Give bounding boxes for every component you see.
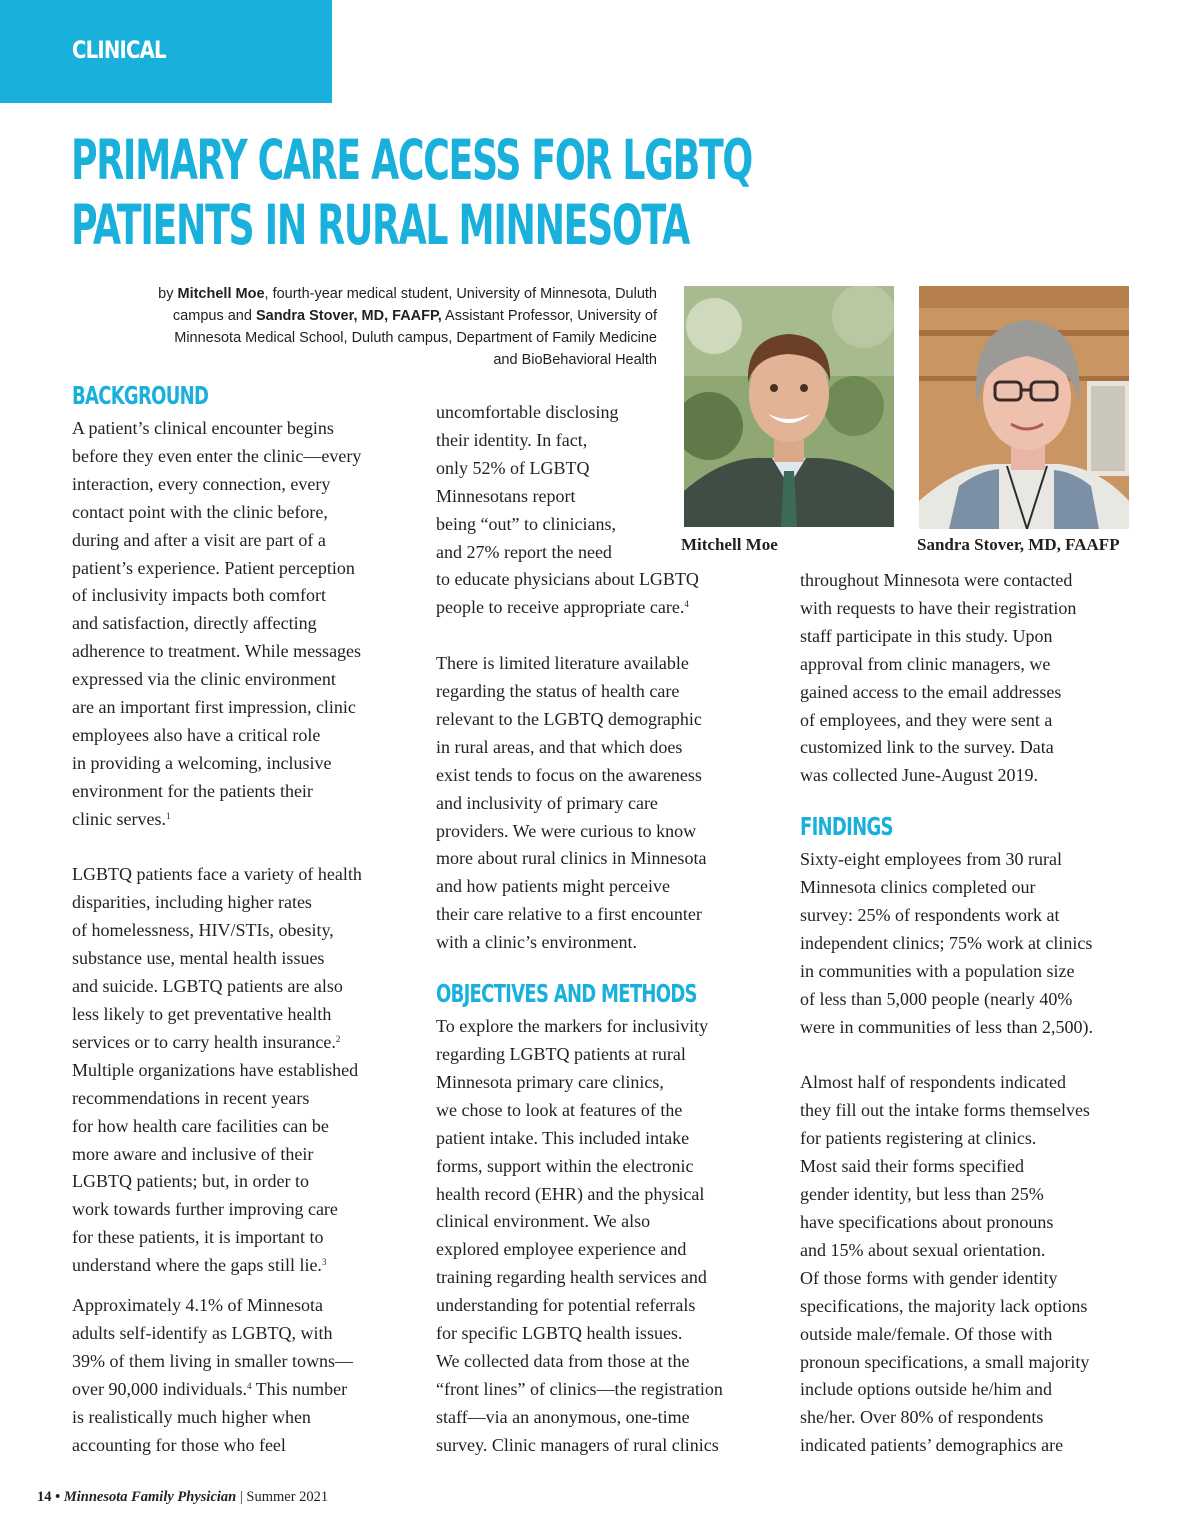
page-footer [37, 1489, 328, 1506]
author-photo-sandra-stover [919, 286, 1129, 529]
byline-prefix: by [158, 286, 178, 302]
reference-number: 4 [246, 1380, 252, 1391]
issue-date: | Summer 2021 [239, 1489, 329, 1505]
section-heading-objectives: OBJECTIVES AND METHODS [436, 979, 697, 1009]
paragraph: throughout Minnesota were contacted with requests to have their registration staff participate in this study. Upon approval from clinic managers, we gained access to the email addresses of employees, and they were sent a customized link to the survey. Data was collected June-August 2019. [800, 570, 1077, 786]
paragraph: Almost half of respondents indicated they fill out the intake forms themselves for patients registering at clinics. Most said their forms specified gender identity, but less than 25% have specifications about pronouns and 15% about sexual orientation. Of those forms with gender identity specifications, the majority lack options outside male/female. Of those with pronoun specifications, a small majority include options outside he/him and she/her. Over 80% of respondents indicated patients’ demographics are [800, 1072, 1090, 1456]
reference-number: 4 [684, 599, 689, 610]
article-title [71, 128, 752, 258]
publication-name: Minnesota Family Physician [63, 1489, 237, 1505]
paragraph: A patient’s clinical encounter begins before they even enter the clinic—every interaction, every connection, every contact point with the clinic before, during and after a visit are part of a patient’s experience. Patient perception of inclusivity impacts both comfort and satisfaction, directly affecting adherence to treatment. While messages expressed via the clinic environment are an important first impression, clinic employees also have a critical role in providing a welcoming, inclusive environment for the patients their clinic serves.$^1$ [72, 418, 362, 829]
section-label: CLINICAL [72, 36, 166, 64]
section-tab [0, 0, 332, 103]
reference-number: 1 [165, 810, 171, 821]
title-line: PRIMARY CARE ACCESS FOR LGBTQ [71, 128, 752, 192]
photo-caption: Mitchell Moe [681, 535, 778, 554]
title-line: PATIENTS IN RURAL MINNESOTA [71, 193, 689, 257]
footer-bullet: • [55, 1489, 61, 1505]
photo-caption: Sandra Stover, MD, FAAFP [917, 535, 1120, 554]
reference-number: 3 [321, 1257, 327, 1268]
author-role: , fourth-year medical student, University of Minnesota, Duluth campus and [172, 286, 657, 324]
text-column-2 [436, 399, 781, 1460]
paragraph: Sixty-eight employees from 30 rural Minnesota clinics completed our survey: 25% of respondents work at independent clinics; 75% work at clinics in communities with a population size of less than 5,000 people (nearly 40% were in communities of less than 2,500). [800, 849, 1093, 1037]
section-heading-findings: FINDINGS [800, 812, 893, 842]
text-column-1 [72, 379, 407, 1460]
section-heading-background: BACKGROUND [72, 381, 209, 410]
author-name: Mitchell Moe [177, 286, 265, 302]
paragraph: LGBTQ patients face a variety of health disparities, including higher rates of homelessness, HIV/STIs, obesity, substance use, mental health issues and suicide. LGBTQ patients are also less likely to get preventative health services or to carry health insurance.$^2$ Multiple organizations have established recommendations in recent years for how health care facilities can be more aware and inclusive of their LGBTQ patients; but, in order to work towards further improving care for these patients, it is important to understand where the gaps still lie.$^3$ [72, 864, 362, 1276]
byline [150, 283, 657, 371]
paragraph: uncomfortable disclosing their identity. In fact, only 52% of LGBTQ Minnesotans report being “out” to clinicians, and 27% report the need to educate physicians about LGBTQ people to receive appropriate care.$^4$ [436, 402, 699, 618]
paragraph: To explore the markers for inclusivity regarding LGBTQ patients at rural Minnesota primary care clinics, we chose to look at features of the patient intake. This included intake forms, support within the electronic health record (EHR) and the physical clinical environment. We also explored employee experience and training regarding health services and understanding for potential referrals for specific LGBTQ health issues. We collected data from those at the “front lines” of clinics—the registration staff—via an anonymous, one-time survey. Clinic managers of rural clinics [436, 1016, 723, 1455]
reference-number: 2 [335, 1033, 341, 1044]
text-column-3 [800, 567, 1160, 1460]
paragraph: There is limited literature available regarding the status of health care relevant to the LGBTQ demographic in rural areas, and that which does exist tends to focus on the awareness and inclusivity of primary care providers. We were curious to know more about rural clinics in Minnesota and how patients might perceive their care relative to a first encounter with a clinic’s environment. [436, 653, 707, 953]
page-number: 14 [37, 1489, 52, 1505]
author-role: Assistant Professor, University of Minnesota Medical School, Duluth campus, Department of Family Medicine and BioBehavioral Health [174, 308, 657, 368]
paragraph: Approximately 4.1% of Minnesota adults self-identify as LGBTQ, with 39% of them living in smaller towns— over 90,000 individuals.$^4$ This number is realistically much higher when accounting for those who feel [72, 1295, 353, 1455]
author-name: Sandra Stover, MD, FAAFP, [255, 308, 442, 324]
